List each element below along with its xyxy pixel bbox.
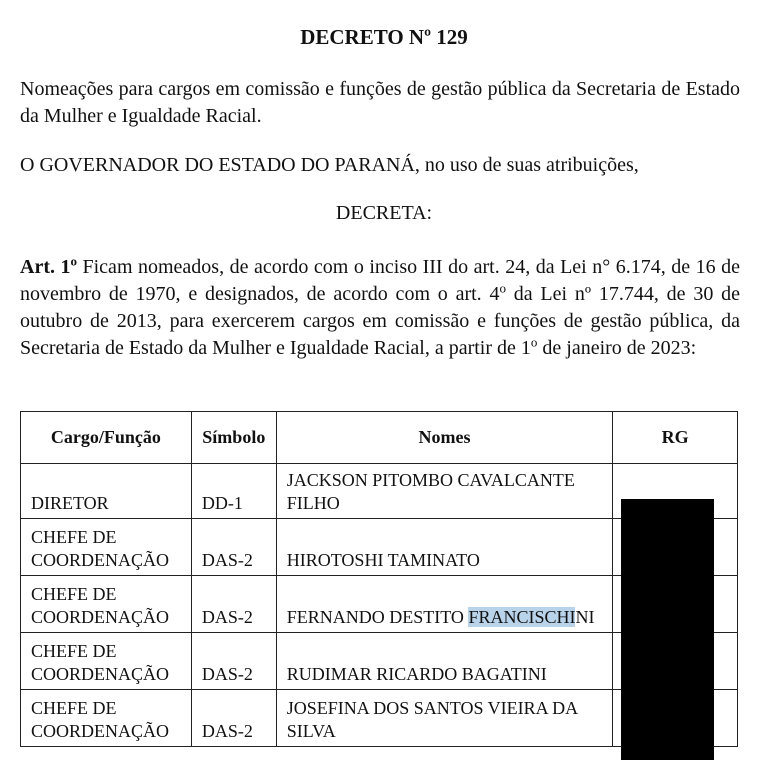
cell-simbolo: DAS-2 <box>191 690 276 747</box>
cell-cargo: CHEFE DE COORDENAÇÃO <box>21 519 192 576</box>
cell-nome: JOSEFINA DOS SANTOS VIEIRA DA SILVA <box>276 690 612 747</box>
name-line-1: FERNANDO DESTITO <box>286 607 464 627</box>
cell-cargo: CHEFE DE COORDENAÇÃO <box>21 690 192 747</box>
header-cargo: Cargo/Função <box>21 412 192 464</box>
rg-redaction-bar <box>621 499 714 760</box>
article-text-1: Ficam nomeados, de acordo com o inciso III do art. 24, da Lei n° 6.174, de 16 de novembro de 1970, e designados, de acordo com o art. 4 <box>20 256 741 305</box>
header-nomes: Nomes <box>276 412 612 464</box>
decreta-heading: DECRETA: <box>335 202 433 224</box>
cell-cargo: CHEFE DE COORDENAÇÃO <box>21 576 192 633</box>
selected-text[interactable]: FRANCISCHI <box>468 607 576 627</box>
header-rg: RG <box>613 412 738 464</box>
cell-simbolo: DAS-2 <box>191 576 276 633</box>
cell-cargo: CHEFE DE COORDENAÇÃO <box>21 633 192 690</box>
cell-simbolo: DAS-2 <box>191 519 276 576</box>
article-label: Art. 1$^o$ <box>20 253 77 278</box>
cell-simbolo: DD-1 <box>191 464 276 519</box>
article-text-2: da Lei nº 17.744, de 30 de outubro de 2013, para exercerem cargos em comissão e funções de gestão pública, da Secretaria de Estado da Mulher e Igualdade Racial, a partir de 1 <box>20 283 740 359</box>
decree-title: DECRETO Nº 129 <box>300 25 468 49</box>
cell-cargo: DIRETOR <box>21 464 192 519</box>
article-1: Art. 1$^o$ Ficam nomeados, de acordo com o inciso III do art. 24, da Lei n° 6.174, de 16 de novembro de 1970, e designados, de acordo com o art. 4$^o$ da Lei nº 17.744, de 30 de outubro de 2013, para exercerem cargos em comissão e funções de gestão pública, da Secretaria de Estado da Mulher e Igualdade Racial, a partir de 1$^o$ de janeiro de 2023: <box>20 253 741 359</box>
cell-nome: HIROTOSHI TAMINATO <box>276 519 612 576</box>
header-simbolo: Símbolo <box>191 412 276 464</box>
decree-preamble: O GOVERNADOR DO ESTADO DO PARANÁ, no uso de suas atribuições, <box>20 154 639 176</box>
name-line-2-rest: NI <box>575 607 595 627</box>
table-header-row <box>21 412 738 464</box>
cell-nome: RUDIMAR RICARDO BAGATINI <box>276 633 612 690</box>
cell-nome: JACKSON PITOMBO CAVALCANTE FILHO <box>276 464 612 519</box>
decree-summary: Nomeações para cargos em comissão e funções de gestão pública da Secretaria de Estado da Mulher e Igualdade Racial. <box>20 78 740 127</box>
article-text-3: de janeiro de 2023: <box>537 337 697 359</box>
cell-nome[interactable] <box>276 576 612 633</box>
cell-simbolo: DAS-2 <box>191 633 276 690</box>
